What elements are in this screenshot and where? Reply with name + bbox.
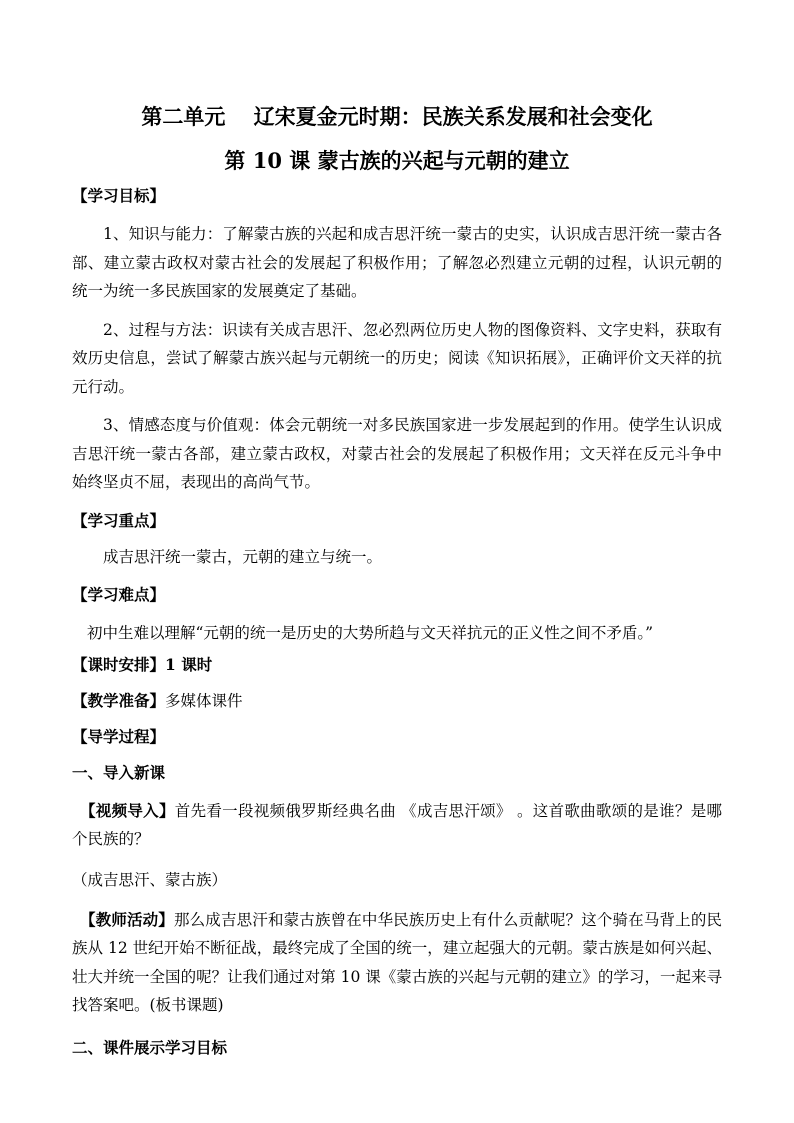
document-page: [72, 95, 722, 1060]
objective-3: 3、情感态度与价值观：体会元朝统一对多民族国家进一步发展起到的作用。使学生认识成吉思汗统一蒙古各部，建立蒙古政权，对蒙古社会的发展起了积极作用；文天祥在反元斗争中始终坚贞不屈，表现出的高尚气节。: [72, 416, 722, 491]
unit-title: 第二单元 辽宋夏金元时期：民族关系发展和社会变化: [141, 104, 653, 129]
difficulty-heading: 【学习难点】: [72, 584, 166, 604]
prep-line: [72, 687, 722, 715]
teacher-label: 【教师活动】: [80, 909, 174, 929]
video-label: 【视频导入】: [80, 800, 175, 820]
video-text: 首先看一段视频俄罗斯经典名曲 《成吉思汗颂》 。这首歌曲歌颂的是谁？是哪个民族的？: [72, 801, 722, 848]
teacher-activity: [72, 906, 722, 1020]
teacher-text: 那么成吉思汗和蒙古族曾在中华民族历史上有什么贡献呢？这个骑在马背上的民族从 12 世纪开始不断征战，最终完成了全国的统一，建立起强大的元朝。蒙古族是如何兴起、壮大并统一全国的呢？让我们通过对第 10 课《蒙古族的兴起与元朝的建立》的学习，一起来寻找答案吧。(板书课题): [72, 910, 722, 1014]
prep-label: 【教学准备】: [72, 690, 166, 710]
objectives-heading: 【学习目标】: [72, 186, 166, 205]
key-points-text: 成吉思汗统一蒙古，元朝的建立与统一。: [103, 547, 383, 566]
schedule-label: 【课时安排】: [72, 654, 166, 674]
schedule-value: 1 课时: [165, 654, 213, 674]
part2-heading: 二、课件展示学习目标: [72, 1037, 228, 1057]
prep-value: 多媒体课件: [165, 691, 243, 710]
answer-text: （成吉思汗、蒙古族）: [72, 870, 228, 889]
schedule-line: [72, 651, 722, 679]
video-intro: [72, 797, 722, 854]
objective-2: 2、过程与方法：识读有关成吉思汗、忽必烈两位历史人物的图像资料、文字史料，获取有效历史信息，尝试了解蒙古族兴起与元朝统一的历史；阅读《知识拓展》，正确评价文天祥的抗元行动。: [72, 320, 722, 396]
objective-1: 1、知识与能力：了解蒙古族的兴起和成吉思汗统一蒙古的史实，认识成吉思汗统一蒙古各部、建立蒙古政权对蒙古社会的发展起了积极作用；了解忽必烈建立元朝的过程，认识元朝的统一为统一多民族国家的发展奠定了基础。: [72, 225, 722, 300]
part1-heading: 一、导入新课: [72, 762, 166, 782]
lesson-title: 第 10 课 蒙古族的兴起与元朝的建立: [224, 148, 570, 173]
process-heading: 【导学过程】: [72, 726, 166, 746]
key-points-heading: 【学习重点】: [72, 510, 166, 530]
difficulty-text: 初中生难以理解“元朝的统一是历史的大势所趋与文天祥抗元的正义性之间不矛盾。”: [87, 623, 654, 642]
